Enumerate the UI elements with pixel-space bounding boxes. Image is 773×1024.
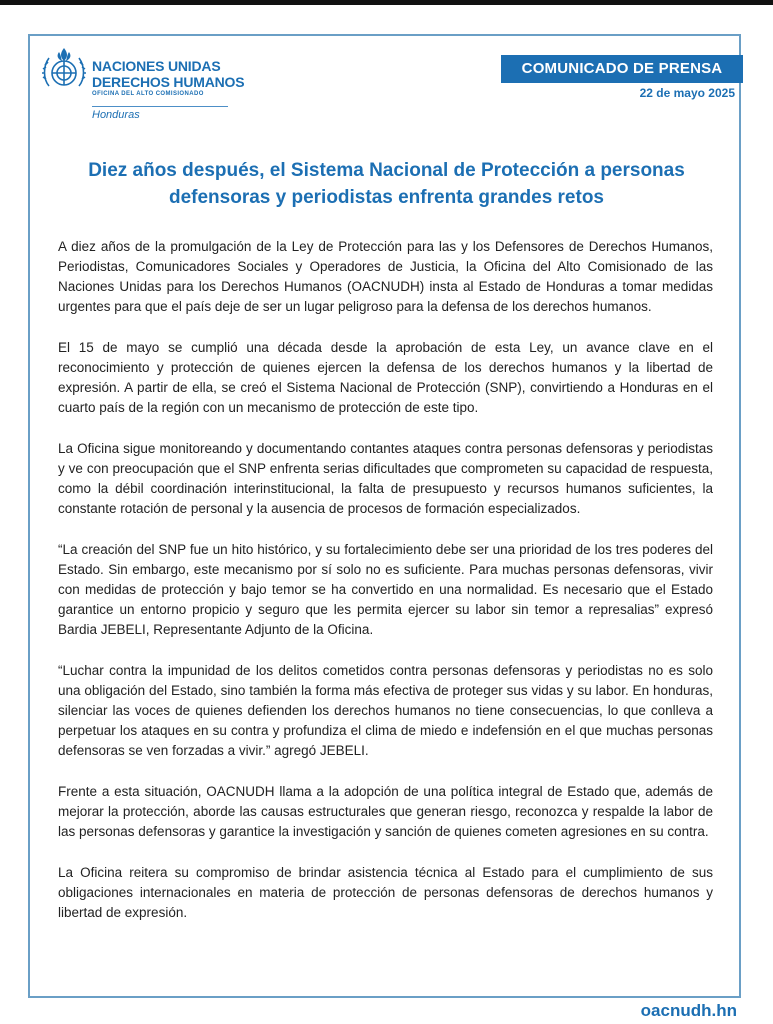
- logo-divider: [92, 106, 228, 107]
- un-human-rights-logo: [40, 46, 245, 126]
- org-name-line3: OFICINA DEL ALTO COMISIONADO: [92, 91, 204, 97]
- paragraph: La Oficina reitera su compromiso de brindar asistencia técnica al Estado para el cumplimiento de sus obligaciones internacionales en materia de protección de personas defensoras de derechos humanos y libertad de expresión.: [58, 865, 713, 920]
- paragraph: La Oficina sigue monitoreando y documentando contantes ataques contra personas defensoras y periodistas y ve con preocupación que el SNP enfrenta serias dificultades que comprometen su capacidad de respuesta, como la débil coordinación interinstitucional, la falta de presupuesto y recursos humanos suficientes, la constante rotación de personal y la ausencia de procesos de formación especializados.: [58, 441, 713, 516]
- website-url: oacnudh.hn: [640, 1001, 737, 1020]
- paragraph: El 15 de mayo se cumplió una década desde la aprobación de esta Ley, un avance clave en el reconocimiento y protección de quienes ejercen la defensa de los derechos humanos y la libertad de expresión. A partir de ella, se creó el Sistema Nacional de Protección (SNP), convirtiendo a Honduras en el cuarto país de la región con un mecanismo de protección de este tipo.: [58, 340, 713, 415]
- top-edge-bar: [0, 0, 773, 5]
- press-release-badge: COMUNICADO DE PRENSA: [501, 55, 743, 83]
- country-label: Honduras: [92, 109, 140, 121]
- paragraph: “La creación del SNP fue un hito histórico, y su fortalecimiento debe ser una prioridad de los tres poderes del Estado. Sin embargo, este mecanismo por sí solo no es suficiente. Para muchas personas defensoras, vivir con medidas de protección y bajo temor se ha convertido en una normalidad. Es necesario que el Estado garantice un entorno propicio y seguro que les permita ejercer su labor sin temor a represalias” expresó Bardia JEBELI, Representante Adjunto de la Oficina.: [58, 542, 713, 637]
- org-name-line2: DERECHOS HUMANOS: [92, 74, 245, 90]
- paragraph: “Luchar contra la impunidad de los delitos cometidos contra personas defensoras y periodistas no es solo una obligación del Estado, sino también la forma más efectiva de proteger sus vidas y su labor. En honduras, silenciar las voces de quienes defienden los derechos humanos no tiene consecuencias, lo que conlleva a perpetuar los ataques en su contra y profundiza el clima de miedo e indefensión en el que muchas personas defensoras se ven forzadas a vivir.” agregó JEBELI.: [58, 663, 713, 758]
- org-name-line1: NACIONES UNIDAS: [92, 58, 221, 74]
- un-emblem-icon: [40, 46, 88, 98]
- paragraph: A diez años de la promulgación de la Ley de Protección para las y los Defensores de Derechos Humanos, Periodistas, Comunicadores Sociales y Operadores de Justicia, la Oficina del Alto Comisionado de las Naciones Unidas para los Derechos Humanos (OACNUDH) insta al Estado de Honduras a tomar medidas urgentes para que el país deje de ser un lugar peligroso para la defensa de los derechos humanos.: [58, 239, 713, 314]
- headline: Diez años después, el Sistema Nacional de Protección a personas defensoras y periodistas enfrenta grandes retos: [88, 160, 685, 208]
- paragraph: Frente a esta situación, OACNUDH llama a la adopción de una política integral de Estado que, además de mejorar la protección, aborde las causas estructurales que generan riesgo, reconozca y respalde la labor de las personas defensoras y garantice la investigación y sanción de quienes cometen agresiones en su contra.: [58, 784, 713, 839]
- press-date: 22 de mayo 2025: [639, 86, 735, 100]
- article-body: [58, 237, 713, 944]
